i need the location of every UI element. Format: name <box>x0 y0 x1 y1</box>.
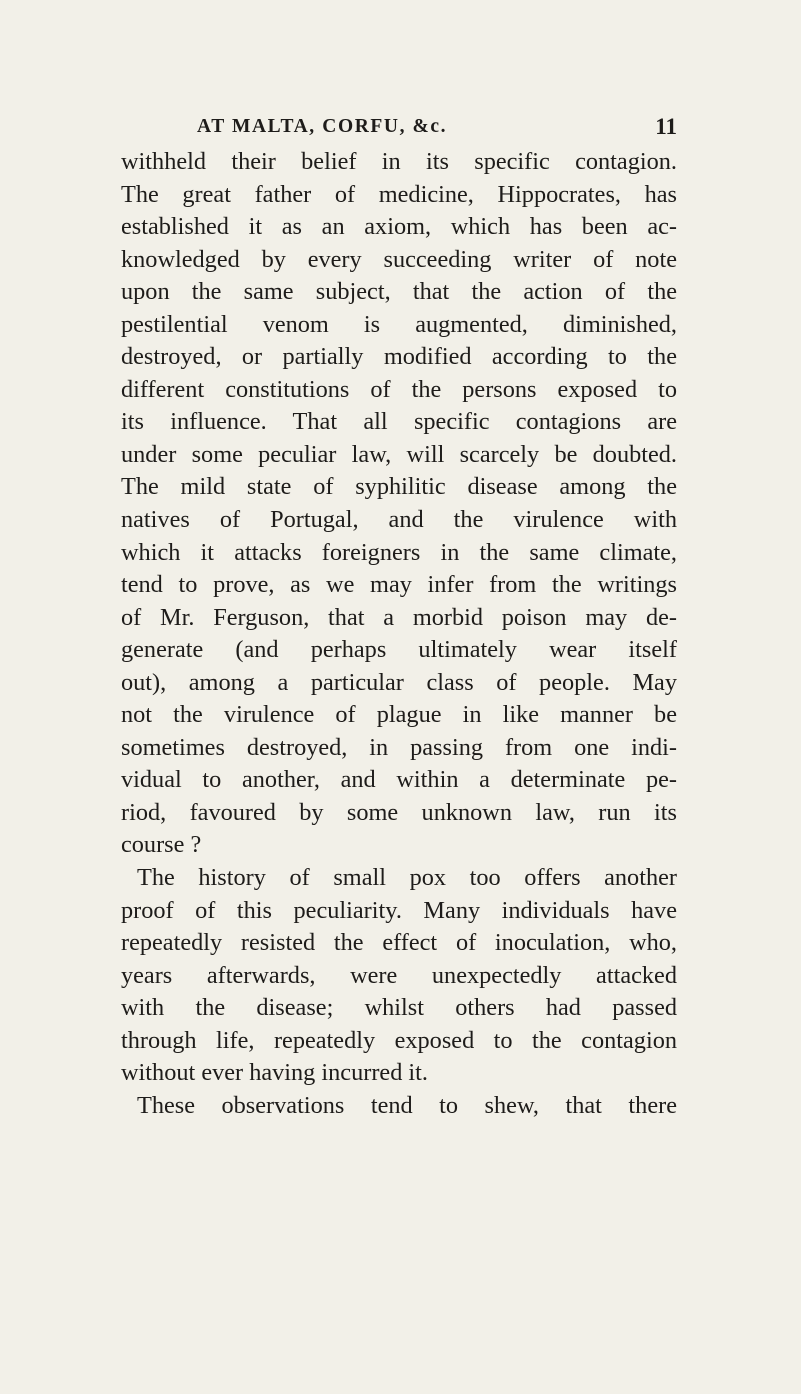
text-line: destroyed, or partially modified according to the <box>121 343 677 371</box>
body-text <box>121 146 677 1122</box>
text-line: with the disease; whilst others had passed <box>121 994 677 1022</box>
text-line: not the virulence of plague in like manner be <box>121 701 677 729</box>
text-line: proof of this peculiarity. Many individuals have <box>121 896 677 924</box>
text-line: course ? <box>121 831 202 859</box>
page-number: 11 <box>655 114 677 139</box>
text-line: without ever having incurred it. <box>121 1059 428 1087</box>
text-line: withheld their belief in its specific contagion. <box>121 148 677 175</box>
text-line: through life, repeatedly exposed to the contagion <box>121 1026 677 1054</box>
text-line: The great father of medicine, Hippocrates, has <box>121 180 677 208</box>
text-line: The history of small pox too offers another <box>137 864 677 892</box>
text-line: The mild state of syphilitic disease among the <box>121 473 677 501</box>
running-title: AT MALTA, CORFU, &c. <box>197 116 448 137</box>
text-line: upon the same subject, that the action of the <box>121 278 677 306</box>
text-line: repeatedly resisted the effect of inoculation, who, <box>121 929 677 957</box>
text-line: of Mr. Ferguson, that a morbid poison may de- <box>121 603 677 631</box>
text-line: These observations tend to shew, that there <box>137 1091 677 1119</box>
text-line: years afterwards, were unexpectedly attacked <box>121 961 677 989</box>
text-line: knowledged by every succeeding writer of note <box>121 245 677 273</box>
text-line: vidual to another, and within a determinate pe- <box>121 766 677 794</box>
text-line: generate (and perhaps ultimately wear itself <box>121 636 677 664</box>
text-line: out), among a particular class of people. May <box>121 668 677 696</box>
text-line: under some peculiar law, will scarcely be doubted. <box>121 440 677 468</box>
running-head <box>122 113 677 141</box>
text-line: tend to prove, as we may infer from the writings <box>121 571 677 599</box>
text-line: riod, favoured by some unknown law, run its <box>121 798 677 826</box>
text-line: established it as an axiom, which has been ac- <box>121 213 677 241</box>
text-line: different constitutions of the persons exposed to <box>121 375 677 403</box>
text-line: its influence. That all specific contagions are <box>121 408 677 436</box>
text-line: sometimes destroyed, in passing from one indi- <box>121 733 677 761</box>
text-line: pestilential venom is augmented, diminished, <box>121 310 677 338</box>
text-line: natives of Portugal, and the virulence with <box>121 506 677 534</box>
text-line: which it attacks foreigners in the same climate, <box>121 538 677 566</box>
